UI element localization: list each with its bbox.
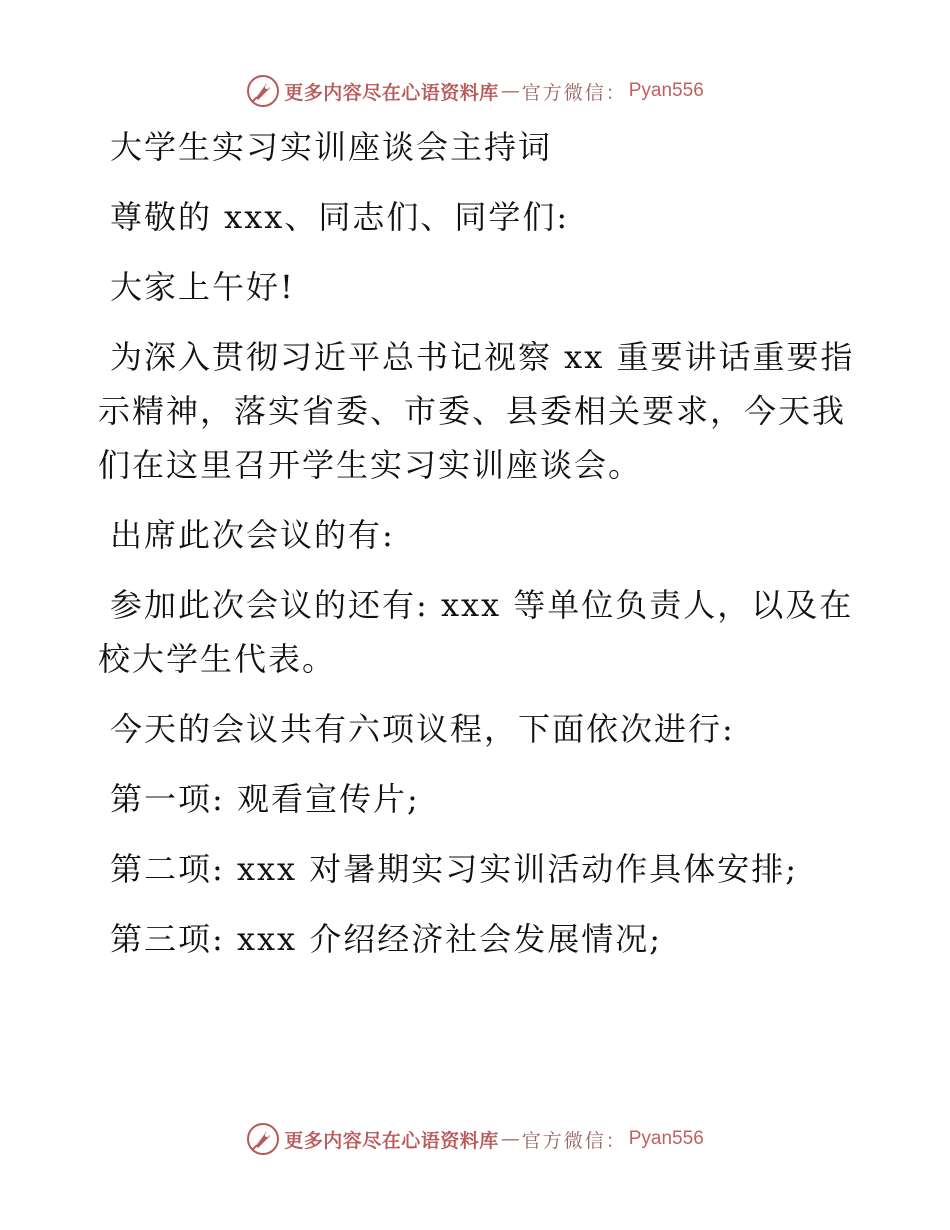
paragraph-line: 示精神，落实省委、市委、县委相关要求，今天我: [98, 392, 847, 430]
header-watermark: [0, 71, 950, 111]
paragraph: [98, 702, 858, 756]
pen-nib-icon: [246, 74, 280, 108]
watermark-wechat-label: 官方微信：: [521, 1129, 627, 1152]
paragraph-line: 大家上午好!: [110, 268, 295, 306]
paragraph: [98, 842, 858, 896]
paragraph-line: 今天的会议共有六项议程，下面依次进行:: [110, 710, 735, 748]
paragraph-line: 为深入贯彻习近平总书记视察 xx 重要讲话重要指: [110, 338, 855, 376]
paragraph-line: 们在这里召开学生实习实训座谈会。: [98, 446, 643, 484]
paragraph-line: 第三项: xxx 介绍经济社会发展情况;: [110, 920, 663, 958]
watermark-dash: —: [500, 1128, 520, 1150]
paragraph: [98, 772, 858, 826]
pen-nib-icon: [246, 1122, 280, 1156]
paragraph: [98, 508, 858, 562]
paragraph-line: 校大学生代表。: [98, 640, 337, 678]
paragraph-line: 出席此次会议的有:: [110, 516, 395, 554]
watermark-dash: —: [500, 80, 520, 102]
paragraph-line: 参加此次会议的还有: xxx 等单位负责人，以及在: [110, 586, 854, 624]
paragraph-line: 第二项: xxx 对暑期实习实训活动作具体安排;: [110, 850, 799, 888]
watermark-text: 更多内容尽在心语资料库: [284, 1129, 499, 1152]
watermark-wechat-label: 官方微信：: [521, 81, 627, 104]
paragraph-line: 尊敬的 xxx、同志们、同学们:: [110, 198, 570, 236]
watermark-wechat-id: Pyan556: [628, 1128, 704, 1149]
paragraph: [98, 260, 858, 314]
paragraph: [98, 578, 858, 686]
paragraph: [98, 190, 858, 244]
paragraph: [98, 330, 858, 492]
watermark-text: 更多内容尽在心语资料库: [284, 81, 499, 104]
paragraph-line: 第一项: 观看宣传片;: [110, 780, 420, 818]
document-title: 大学生实习实训座谈会主持词: [110, 128, 553, 166]
watermark-wechat-id: Pyan556: [628, 80, 704, 101]
paragraph: [98, 912, 858, 966]
document-body: [98, 120, 858, 982]
footer-watermark: [0, 1119, 950, 1159]
